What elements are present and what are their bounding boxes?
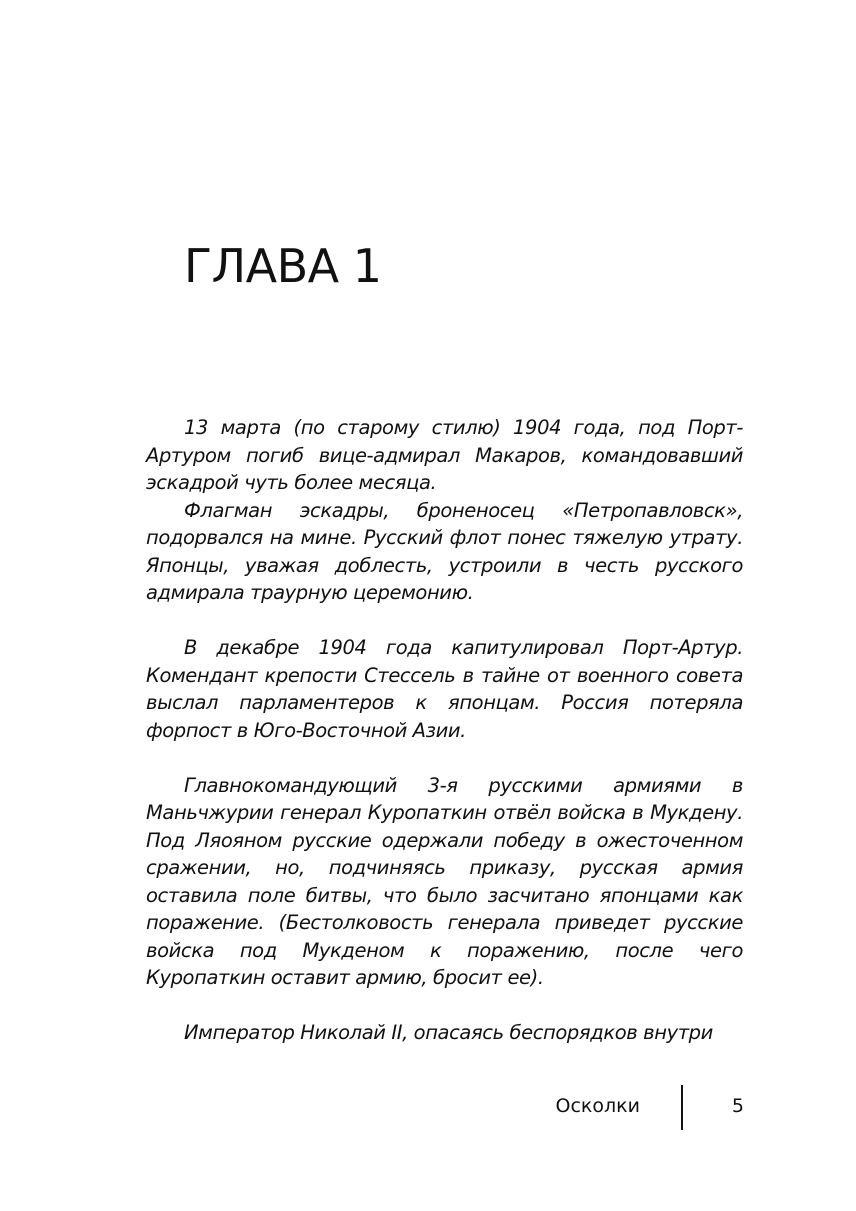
chapter-title: ГЛАВА 1 [184, 239, 382, 293]
page-number: 5 [731, 1095, 744, 1117]
body-text [146, 414, 743, 1047]
running-footer-book-title: Осколки [555, 1095, 640, 1117]
paragraph-3: В декабре 1904 года капитулировал Порт-Артур. Комендант крепости Стессель в тайне от военного совета выслал парламентеров к японцам. Россия потеряла форпост в Юго-Восточной Азии. [146, 636, 743, 742]
paragraph-5: Император Николай II, опасаясь беспорядков внутри [184, 1021, 713, 1044]
paragraph-4: Главнокомандующий 3-я русскими армиями в Маньчжурии генерал Куропаткин отвёл войска в Мукдену. Под Ляояном русские одержали победу в ожесточенном сражении, но, подчиняясь приказу, русская армия оставила поле битвы, что было засчитано японцами как поражение. (Бестолковость генерала приведет русские войска под Мукденом к поражению, после чего Куропаткин оставит армию, бросит ее). [146, 773, 743, 989]
paragraph-1: 13 марта (по старому стилю) 1904 года, под Порт-Артуром погиб вице-адмирал Макаров, командовавший эскадрой чуть более месяца. [146, 416, 743, 494]
footer-divider [681, 1085, 683, 1130]
paragraph-2: Флагман эскадры, броненосец «Петропавловск», подорвался на мине. Русский флот понес тяжелую утрату. Японцы, уважая доблесть, устроили в честь русского адмирала траурную церемонию. [146, 498, 743, 604]
